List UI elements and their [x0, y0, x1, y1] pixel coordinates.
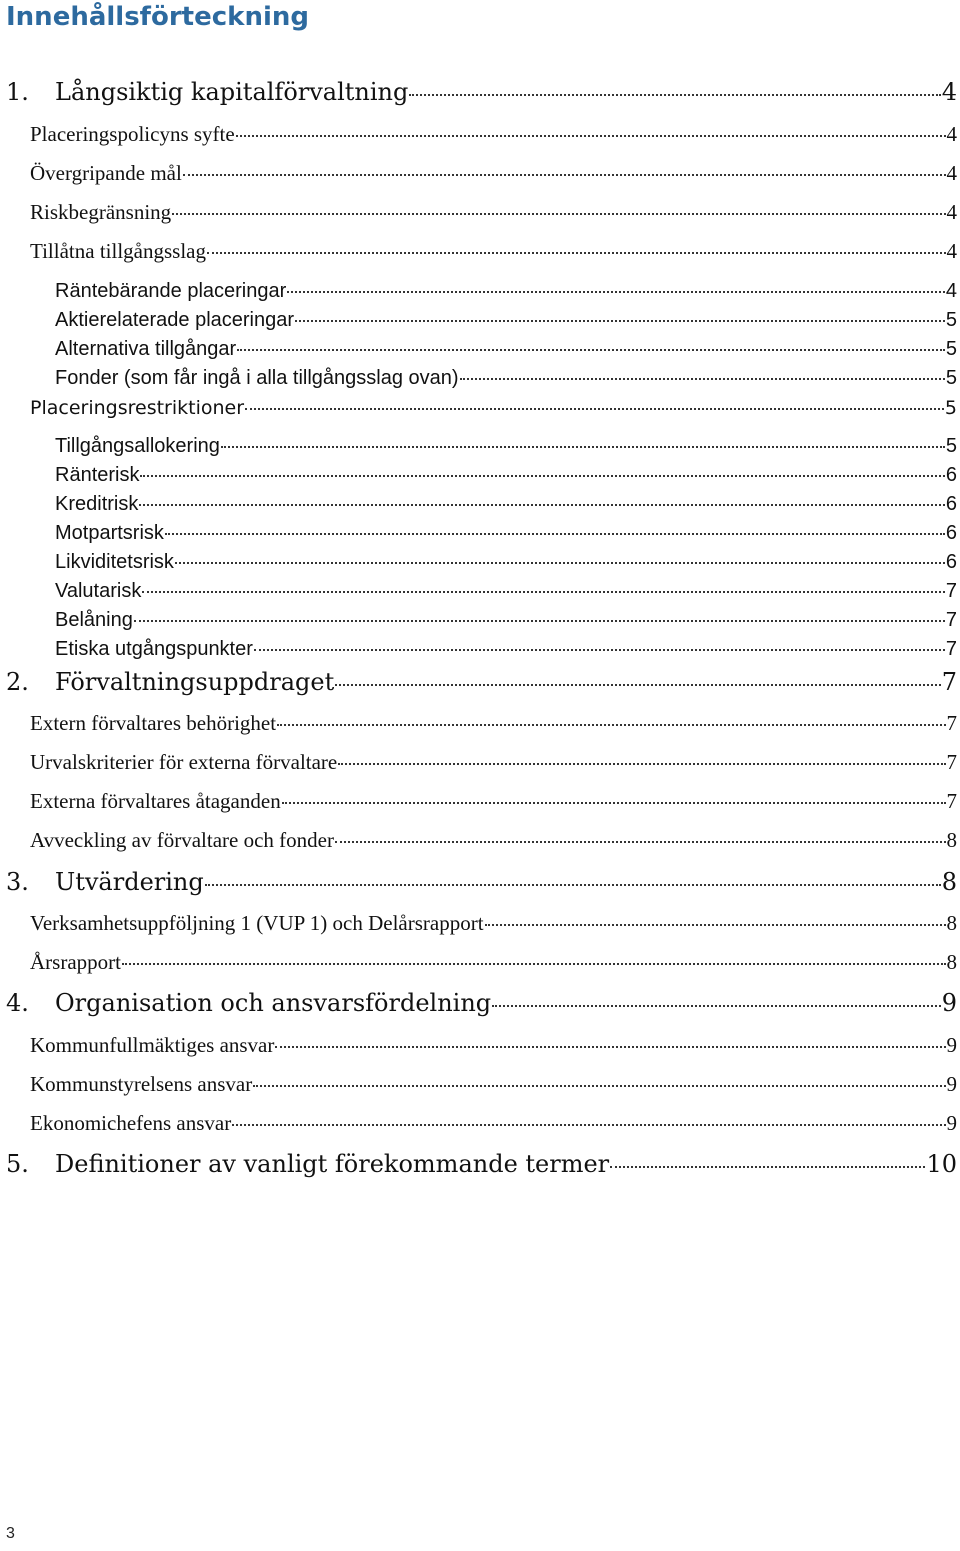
toc-entry-label: Fonder (som får ingå i alla tillgångsslag ovan) — [55, 367, 459, 389]
toc-entry[interactable] — [55, 435, 957, 458]
toc-page-number: 8 — [946, 950, 957, 974]
toc-page-number: 4 — [941, 78, 957, 106]
dot-leader — [165, 533, 945, 535]
dot-leader — [175, 562, 945, 564]
toc-entry-label: Utvärdering — [55, 868, 204, 896]
toc-entry-label: Alternativa tillgångar — [55, 338, 237, 360]
toc-page-number: 5 — [944, 397, 957, 419]
toc-entry-label: Kommunstyrelsens ansvar — [30, 1072, 253, 1096]
toc-entry-label: Ekonomichefens ansvar — [30, 1111, 232, 1135]
toc-page-number: 5 — [945, 338, 957, 360]
dot-leader — [245, 408, 944, 410]
dot-leader — [207, 252, 946, 254]
toc-page-number: 9 — [946, 1033, 957, 1057]
toc-entry[interactable] — [30, 161, 957, 186]
toc-section-number: 1. — [6, 78, 29, 106]
toc-entry-label: Extern förvaltares behörighet — [30, 711, 277, 735]
toc-entry-label: Långsiktig kapitalförvaltning — [55, 78, 409, 106]
dot-leader — [221, 446, 945, 448]
dot-leader — [134, 620, 945, 622]
toc-page-number: 4 — [946, 239, 957, 263]
toc-page-number: 4 — [945, 280, 957, 302]
toc-entry-label: Tillåtna tillgångsslag — [30, 239, 206, 263]
toc-entry-label: Placeringspolicyns syfte — [30, 122, 235, 146]
dot-leader — [338, 763, 945, 765]
dot-leader — [282, 802, 946, 804]
toc-entry-label: Kreditrisk — [55, 493, 139, 515]
toc-entry[interactable] — [55, 580, 957, 603]
dot-leader — [287, 291, 945, 293]
toc-entry[interactable] — [30, 397, 957, 419]
toc-page-number: 10 — [926, 1150, 957, 1178]
toc-entry-label: Likviditetsrisk — [55, 551, 174, 573]
toc-section-number: 5. — [6, 1150, 29, 1178]
toc-section-number: 4. — [6, 989, 29, 1017]
toc-page-number: 5 — [945, 367, 957, 389]
toc-entry-label: Övergripande mål — [30, 161, 182, 185]
toc-page-number: 7 — [941, 668, 957, 696]
toc-entry[interactable] — [55, 522, 957, 545]
toc-entry[interactable] — [55, 464, 957, 487]
toc-entry-label: Räntebärande placeringar — [55, 280, 287, 302]
toc-page-number: 7 — [945, 609, 957, 631]
page-number: 3 — [6, 1525, 15, 1542]
toc-page-number: 8 — [946, 911, 957, 935]
toc-entry[interactable] — [55, 367, 957, 390]
toc-page-number: 9 — [946, 1072, 957, 1096]
toc-entry-section-3[interactable] — [6, 868, 957, 896]
toc-page-number: 8 — [946, 828, 957, 852]
toc-heading: Innehållsförteckning — [6, 2, 309, 32]
toc-entry-label: Definitioner av vanligt förekommande termer — [55, 1150, 610, 1178]
toc-entry[interactable] — [30, 711, 957, 736]
dot-leader — [335, 841, 946, 843]
toc-entry[interactable] — [55, 638, 957, 661]
toc-entry-section-4[interactable] — [6, 989, 957, 1017]
toc-entry[interactable] — [30, 1033, 957, 1058]
toc-section-number: 2. — [6, 668, 29, 696]
toc-entry-label: Externa förvaltares åtaganden — [30, 789, 281, 813]
dot-leader — [460, 378, 945, 380]
toc-page-number: 8 — [941, 868, 957, 896]
toc-page-number: 7 — [945, 580, 957, 602]
toc-page-number: 6 — [945, 522, 957, 544]
toc-page-number: 6 — [945, 493, 957, 515]
dot-leader — [236, 135, 946, 137]
dot-leader — [237, 349, 945, 351]
toc-section-number: 3. — [6, 868, 29, 896]
toc-page-number: 7 — [946, 711, 957, 735]
toc-entry-label: Kommunfullmäktiges ansvar — [30, 1033, 275, 1057]
dot-leader — [275, 1046, 945, 1048]
toc-entry[interactable] — [30, 911, 957, 936]
dot-leader — [409, 94, 940, 96]
toc-entry[interactable] — [30, 950, 957, 975]
toc-entry[interactable] — [30, 1072, 957, 1097]
toc-entry-label: Belåning — [55, 609, 133, 631]
toc-entry[interactable] — [55, 493, 957, 516]
toc-entry-label: Placeringsrestriktioner — [30, 397, 245, 419]
toc-page-number: 4 — [946, 122, 957, 146]
toc-entry-label: Riskbegränsning — [30, 200, 172, 224]
toc-page-number: 7 — [946, 750, 957, 774]
toc-entry[interactable] — [30, 122, 957, 147]
toc-entry[interactable] — [30, 200, 957, 225]
toc-entry[interactable] — [55, 551, 957, 574]
toc-entry-label: Årsrapport — [30, 950, 121, 974]
toc-entry[interactable] — [55, 309, 957, 332]
dot-leader — [205, 884, 941, 886]
toc-page-number: 5 — [945, 309, 957, 331]
toc-entry-section-1[interactable] — [6, 78, 957, 106]
toc-entry[interactable] — [30, 239, 957, 264]
dot-leader — [277, 724, 945, 726]
dot-leader — [485, 924, 946, 926]
dot-leader — [183, 174, 946, 176]
toc-page-number: 7 — [946, 789, 957, 813]
toc-entry-label: Urvalskriterier för externa förvaltare — [30, 750, 338, 774]
toc-page-number: 7 — [945, 638, 957, 660]
toc-entry-label: Ränterisk — [55, 464, 140, 486]
toc-entry-label: Motpartsrisk — [55, 522, 164, 544]
toc-entry-section-5[interactable] — [6, 1150, 957, 1178]
toc-entry-label: Tillgångsallokering — [55, 435, 220, 457]
toc-entry-label: Valutarisk — [55, 580, 142, 602]
toc-entry-label: Aktierelaterade placeringar — [55, 309, 295, 331]
toc-entry[interactable] — [30, 750, 957, 775]
toc-entry[interactable] — [55, 280, 957, 303]
dot-leader — [335, 684, 940, 686]
dot-leader — [172, 213, 945, 215]
toc-entry-label: Organisation och ansvarsfördelning — [55, 989, 492, 1017]
dot-leader — [140, 475, 944, 477]
toc-entry-label: Avveckling av förvaltare och fonder — [30, 828, 334, 852]
toc-page-number: 9 — [946, 1111, 957, 1135]
dot-leader — [122, 963, 946, 965]
toc-entry[interactable] — [55, 338, 957, 361]
dot-leader — [232, 1124, 945, 1126]
dot-leader — [254, 649, 945, 651]
toc-entry-label: Förvaltningsuppdraget — [55, 668, 335, 696]
toc-entry-label: Verksamhetsuppföljning 1 (VUP 1) och Delårsrapport — [30, 911, 484, 935]
toc-page-number: 9 — [941, 989, 957, 1017]
toc-entry-section-2[interactable] — [6, 668, 957, 696]
toc-entry[interactable] — [55, 609, 957, 632]
dot-leader — [610, 1166, 925, 1168]
toc-page-number: 4 — [946, 161, 957, 185]
toc-entry[interactable] — [30, 789, 957, 814]
toc-entry-label: Etiska utgångspunkter — [55, 638, 253, 660]
toc-page-number: 6 — [945, 464, 957, 486]
toc-page-number: 5 — [945, 435, 957, 457]
toc-page-number: 4 — [946, 200, 957, 224]
dot-leader — [142, 591, 945, 593]
dot-leader — [492, 1005, 941, 1007]
toc-page-number: 6 — [945, 551, 957, 573]
dot-leader — [139, 504, 945, 506]
dot-leader — [253, 1085, 945, 1087]
toc-entry[interactable] — [30, 828, 957, 853]
dot-leader — [295, 320, 945, 322]
toc-entry[interactable] — [30, 1111, 957, 1136]
